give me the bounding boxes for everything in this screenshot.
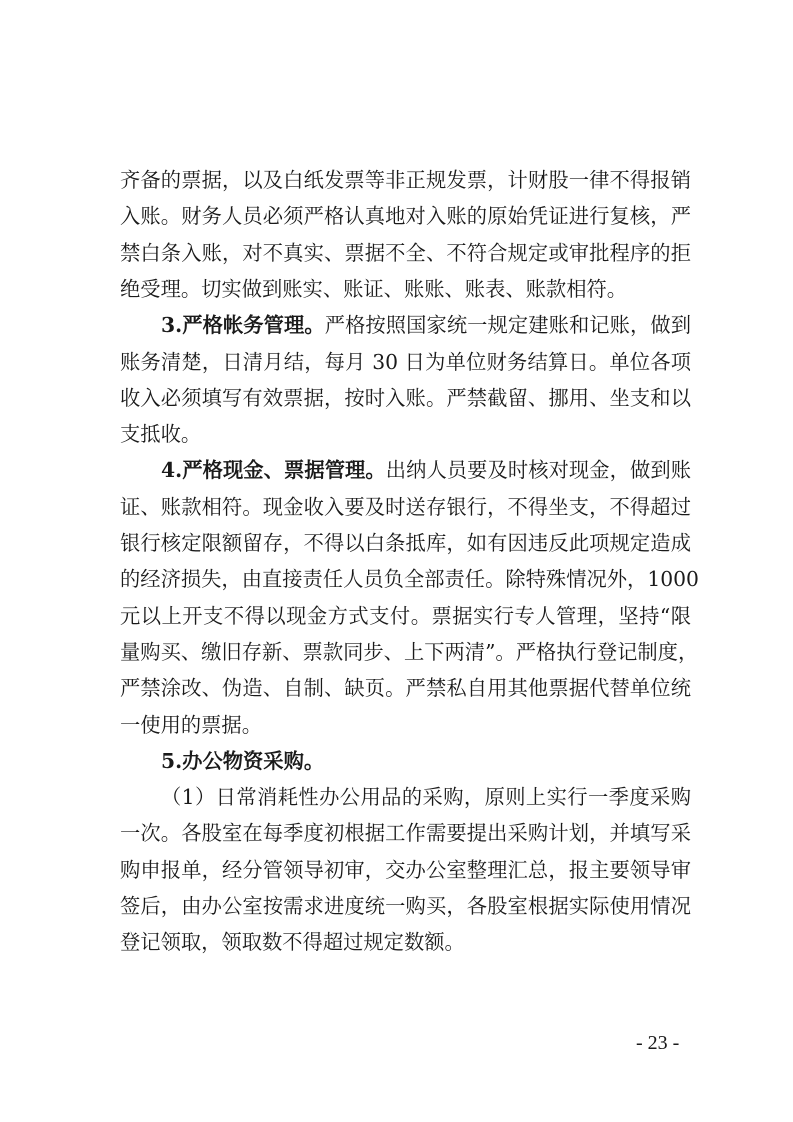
line-text: 的经济损失，由直接责任人员负全部责任。除特殊情况外，1000 xyxy=(120,567,699,592)
body-text-line xyxy=(120,929,691,955)
line-text: 账务清楚，日清月结，每月 30 日为单位财务结算日。单位各项 xyxy=(120,349,691,374)
body-text-line xyxy=(120,820,691,846)
line-text: 量购买、缴旧存新、票款同步、上下两清”。严格执行登记制度， xyxy=(120,639,699,664)
line-text: 证、账款相符。现金收入要及时送存银行，不得坐支，不得超过 xyxy=(120,494,691,519)
body-text-line xyxy=(120,167,691,193)
body-text-line xyxy=(120,675,691,701)
body-text-line xyxy=(161,784,691,810)
line-text: 齐备的票据，以及白纸发票等非正规发票，计财股一律不得报销 xyxy=(120,168,691,192)
body-text-line xyxy=(120,276,691,302)
line-text: 绝受理。切实做到账实、账证、账账、账表、账款相符。 xyxy=(120,276,628,301)
line-text: 银行核定限额留存，不得以白条抵库，如有因违反此项规定造成 xyxy=(120,531,691,555)
line-text: 购申报单，经分管领导初审，交办公室整理汇总，报主要领导审 xyxy=(120,857,691,882)
line-text: 收入必须填写有效票据，按时入账。严禁截留、挪用、坐支和以 xyxy=(120,385,691,410)
line-text: 支抵收。 xyxy=(120,422,202,447)
line-text: 元以上开支不得以现金方式支付。票据实行专人管理，坚持“限 xyxy=(120,603,691,628)
body-text-line xyxy=(120,385,691,411)
body-text-line xyxy=(120,203,691,229)
line-text: 禁白条入账，对不真实、票据不全、不符合规定或审批程序的拒 xyxy=(120,240,691,265)
body-text-line xyxy=(120,603,691,629)
body-text-line xyxy=(120,566,699,592)
line-text: 严禁涂改、伪造、自制、缺页。严禁私自用其他票据代替单位统 xyxy=(120,676,691,701)
section-heading-line xyxy=(161,748,691,774)
body-text-line xyxy=(120,639,699,665)
line-text: 严格按照国家统一规定建账和记账，做到 xyxy=(324,313,691,338)
body-text-line xyxy=(120,240,691,266)
section-heading: 3.严格帐务管理。 xyxy=(161,313,325,338)
body-text-line xyxy=(120,893,691,919)
line-text: （1）日常消耗性办公用品的采购，原则上实行一季度采购 xyxy=(161,785,691,810)
body-text-line xyxy=(120,421,691,447)
body-text-line xyxy=(120,494,691,520)
body-text-line xyxy=(120,349,691,375)
line-text: 出纳人员要及时核对现金，做到账 xyxy=(385,458,691,483)
line-text: 签后，由办公室按需求进度统一购买，各股室根据实际使用情况 xyxy=(120,894,691,918)
page-number: - 23 - xyxy=(636,1032,680,1054)
body-text-line xyxy=(120,712,691,738)
section-heading: 4.严格现金、票据管理。 xyxy=(161,458,386,483)
section-heading-line xyxy=(161,312,691,338)
body-text-line xyxy=(120,857,691,883)
line-text: 一使用的票据。 xyxy=(120,712,262,737)
section-heading-line xyxy=(161,457,691,483)
line-text: 入账。财务人员必须严格认真地对入账的原始凭证进行复核，严 xyxy=(120,204,691,229)
line-text: 一次。各股室在每季度初根据工作需要提出采购计划，并填写采 xyxy=(120,821,691,846)
body-text-line xyxy=(120,530,691,556)
section-heading: 5.办公物资采购。 xyxy=(161,748,325,773)
line-text: 登记领取，领取数不得超过规定数额。 xyxy=(120,930,465,955)
